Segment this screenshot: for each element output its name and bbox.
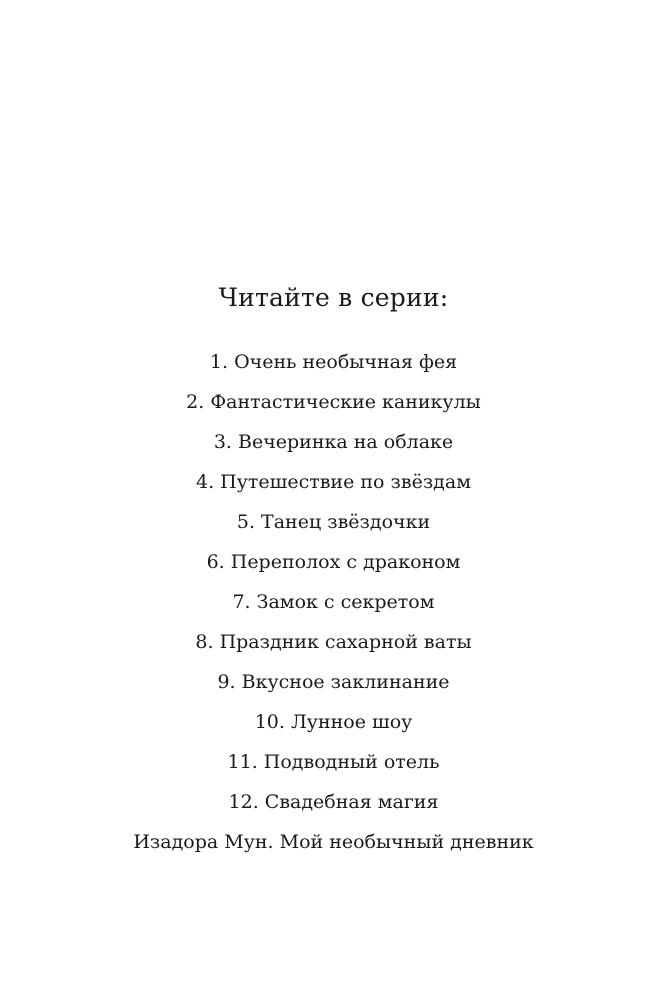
book-title: 6. Переполох с драконом	[206, 551, 461, 573]
book-title: 7. Замок с секретом	[232, 591, 435, 613]
book-title: Изадора Мун. Мой необычный дневник	[133, 831, 534, 853]
book-title: 12. Свадебная магия	[228, 791, 439, 813]
book-series-list	[0, 342, 667, 862]
book-title: 11. Подводный отель	[227, 751, 440, 773]
book-title: 3. Вечеринка на облаке	[213, 431, 454, 453]
book-title: 8. Праздник сахарной ваты	[195, 631, 472, 653]
book-title: 10. Лунное шоу	[254, 711, 413, 733]
page-heading: Читайте в серии:	[218, 283, 449, 312]
book-title: 9. Вкусное заклинание	[217, 671, 450, 693]
book-title: 1. Очень необычная фея	[209, 351, 458, 373]
book-title: 2. Фантастические каникулы	[186, 391, 481, 413]
book-title: 4. Путешествие по звёздам	[196, 471, 471, 493]
book-title: 5. Танец звёздочки	[236, 511, 431, 533]
